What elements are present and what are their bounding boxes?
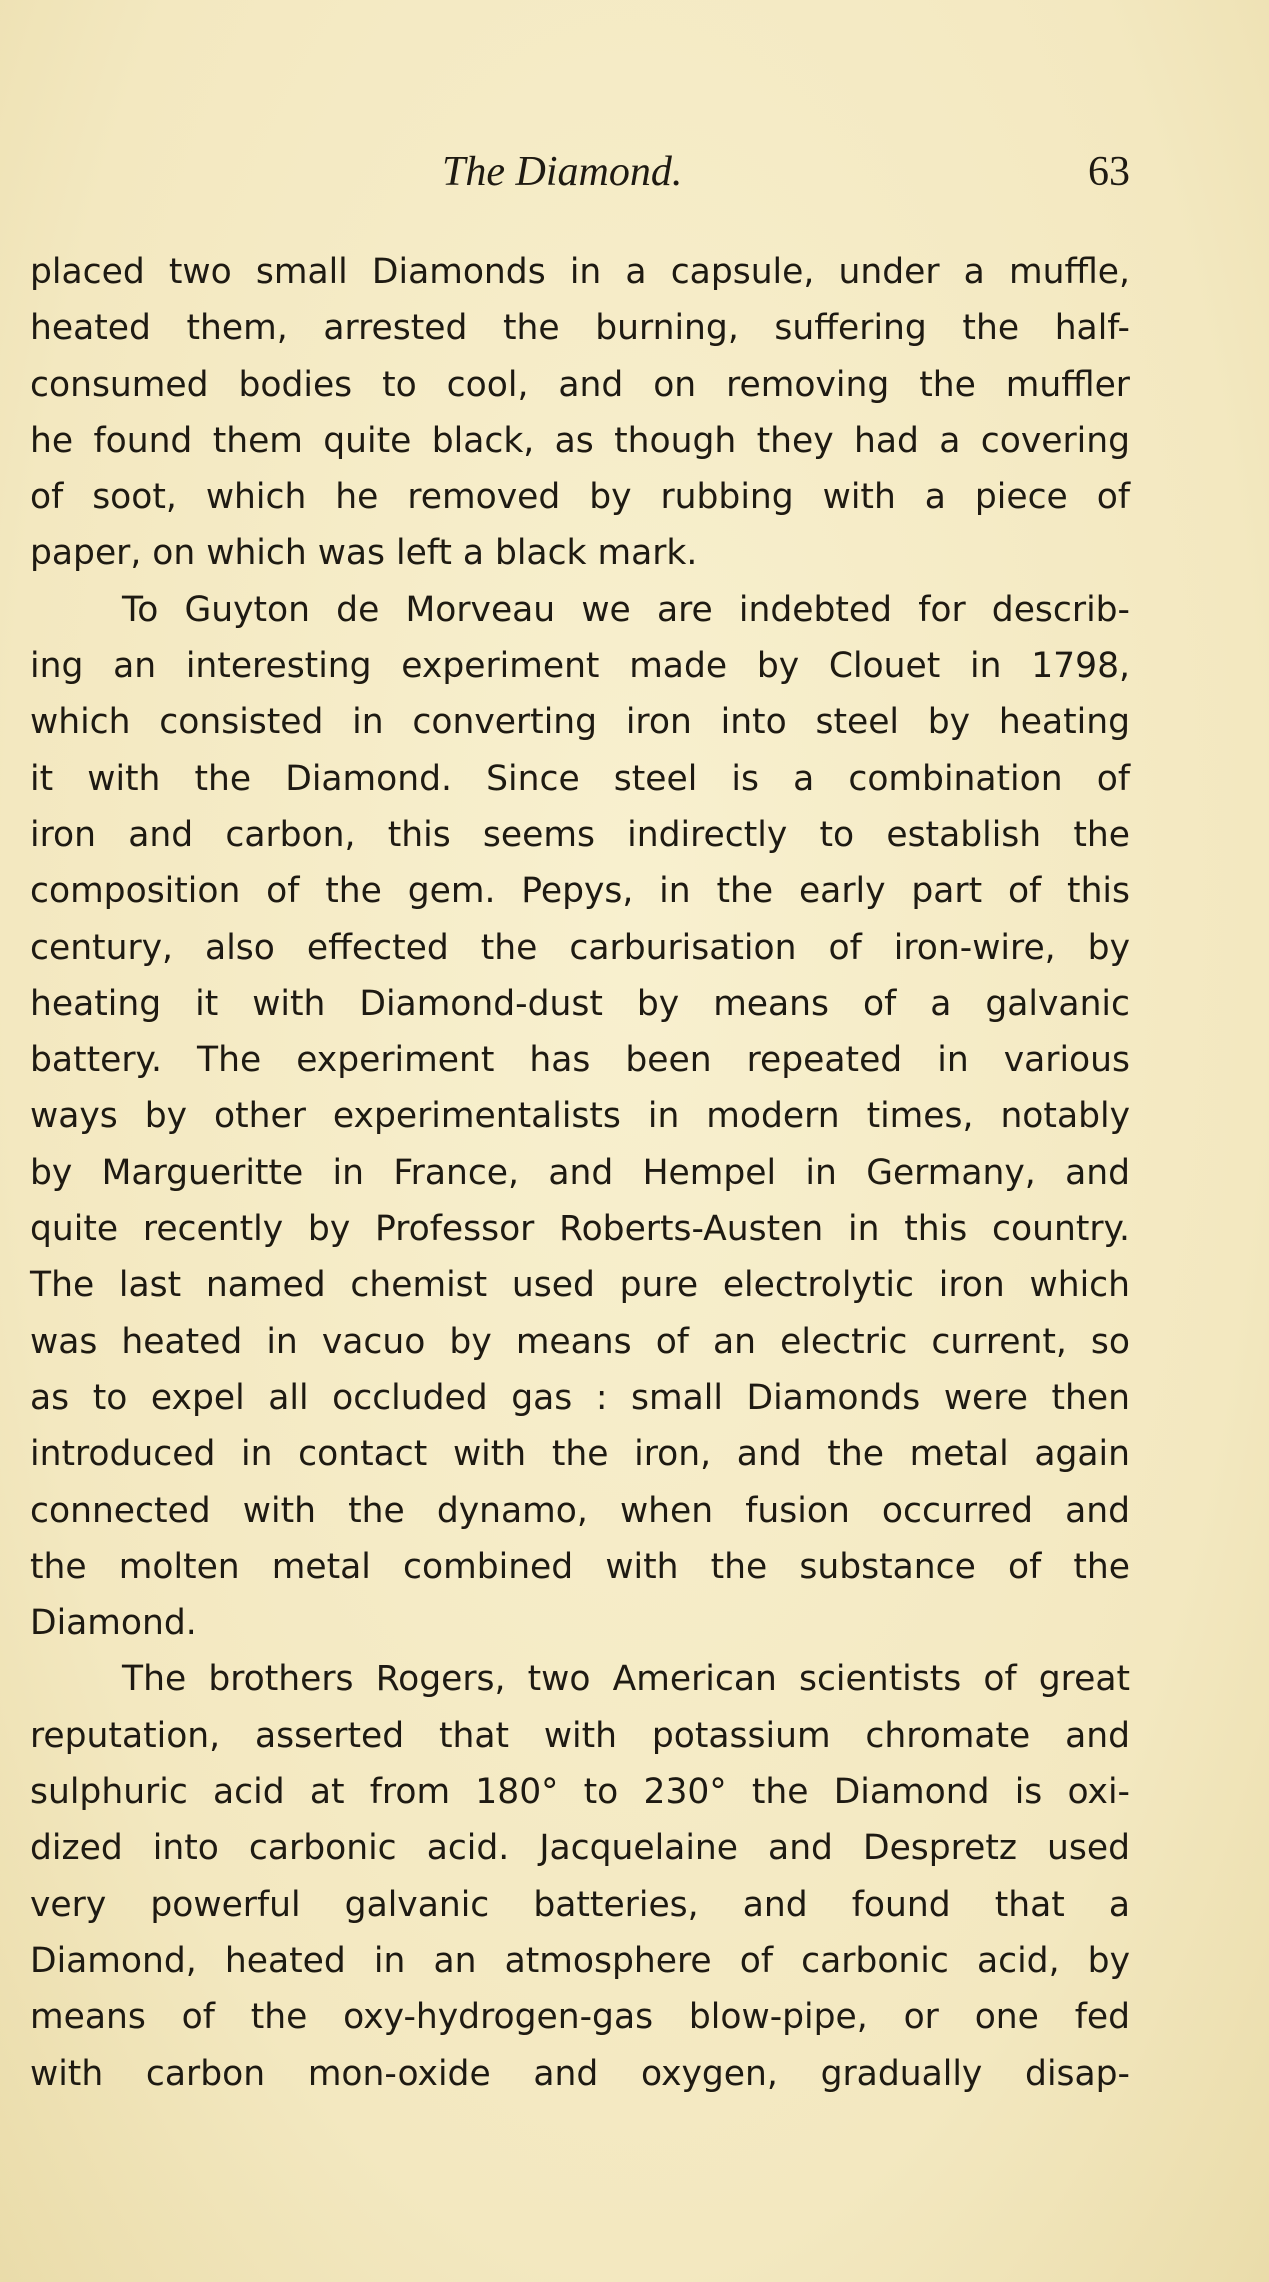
text-line: he found them quite black, as though they had a covering (30, 420, 1130, 461)
text-line: placed two small Diamonds in a capsule, under a muffle, (30, 252, 1130, 292)
text-line: heating it with Diamond-dust by means of a galvanic (30, 983, 1130, 1024)
running-title: The Diamond. (442, 149, 683, 195)
text-line: composition of the gem. Pepys, in the early part of this (30, 871, 1130, 912)
text-line: Diamond. (30, 1603, 197, 1644)
text-line: by Margueritte in France, and Hempel in Germany, and (30, 1152, 1130, 1193)
text-line: ing an interesting experiment made by Clouet in 1798, (30, 646, 1130, 687)
text-line: connected with the dynamo, when fusion occurred and (30, 1490, 1130, 1531)
text-line: of soot, which he removed by rubbing with a piece of (30, 477, 1130, 518)
text-line: which consisted in converting iron into steel by heating (30, 702, 1130, 743)
text-line: Diamond, heated in an atmosphere of carbonic acid, by (30, 1940, 1130, 1981)
text-line: heated them, arrested the burning, suffering the half- (30, 308, 1130, 349)
page-number: 63 (1088, 149, 1130, 195)
text-line: introduced in contact with the iron, and the metal again (30, 1434, 1130, 1475)
body-text (30, 244, 1130, 2102)
text-line: The last named chemist used pure electrolytic iron which (30, 1265, 1130, 1306)
text-line: consumed bodies to cool, and on removing the muffler (30, 364, 1130, 405)
text-line: century, also effected the carburisation of iron-wire, by (30, 927, 1130, 968)
text-line: sulphuric acid at from 180° to 230° the Diamond is oxi- (30, 1772, 1130, 1813)
text-line: iron and carbon, this seems indirectly to establish the (30, 814, 1130, 855)
text-line: quite recently by Professor Roberts-Austen in this country. (30, 1209, 1130, 1250)
page-header (30, 142, 1130, 202)
text-line: battery. The experiment has been repeated in various (30, 1040, 1130, 1081)
text-line: dized into carbonic acid. Jacquelaine and Despretz used (30, 1828, 1130, 1869)
text-line: with carbon mon-oxide and oxygen, gradually disap- (30, 2053, 1130, 2094)
text-line: The brothers Rogers, two American scientists of great (122, 1659, 1130, 1700)
text-line: the molten metal combined with the substance of the (30, 1546, 1130, 1587)
text-line: paper, on which was left a black mark. (30, 533, 698, 574)
text-line: very powerful galvanic batteries, and found that a (30, 1884, 1130, 1925)
text-line: it with the Diamond. Since steel is a combination of (30, 758, 1130, 799)
text-line: as to expel all occluded gas : small Diamonds were then (30, 1377, 1130, 1418)
text-line: reputation, asserted that with potassium chromate and (30, 1715, 1130, 1756)
text-line: means of the oxy-hydrogen-gas blow-pipe, or one fed (30, 1997, 1130, 2038)
text-line: ways by other experimentalists in modern times, notably (30, 1096, 1130, 1137)
text-line: To Guyton de Morveau we are indebted for describ- (122, 589, 1130, 630)
text-line: was heated in vacuo by means of an electric current, so (30, 1321, 1130, 1362)
